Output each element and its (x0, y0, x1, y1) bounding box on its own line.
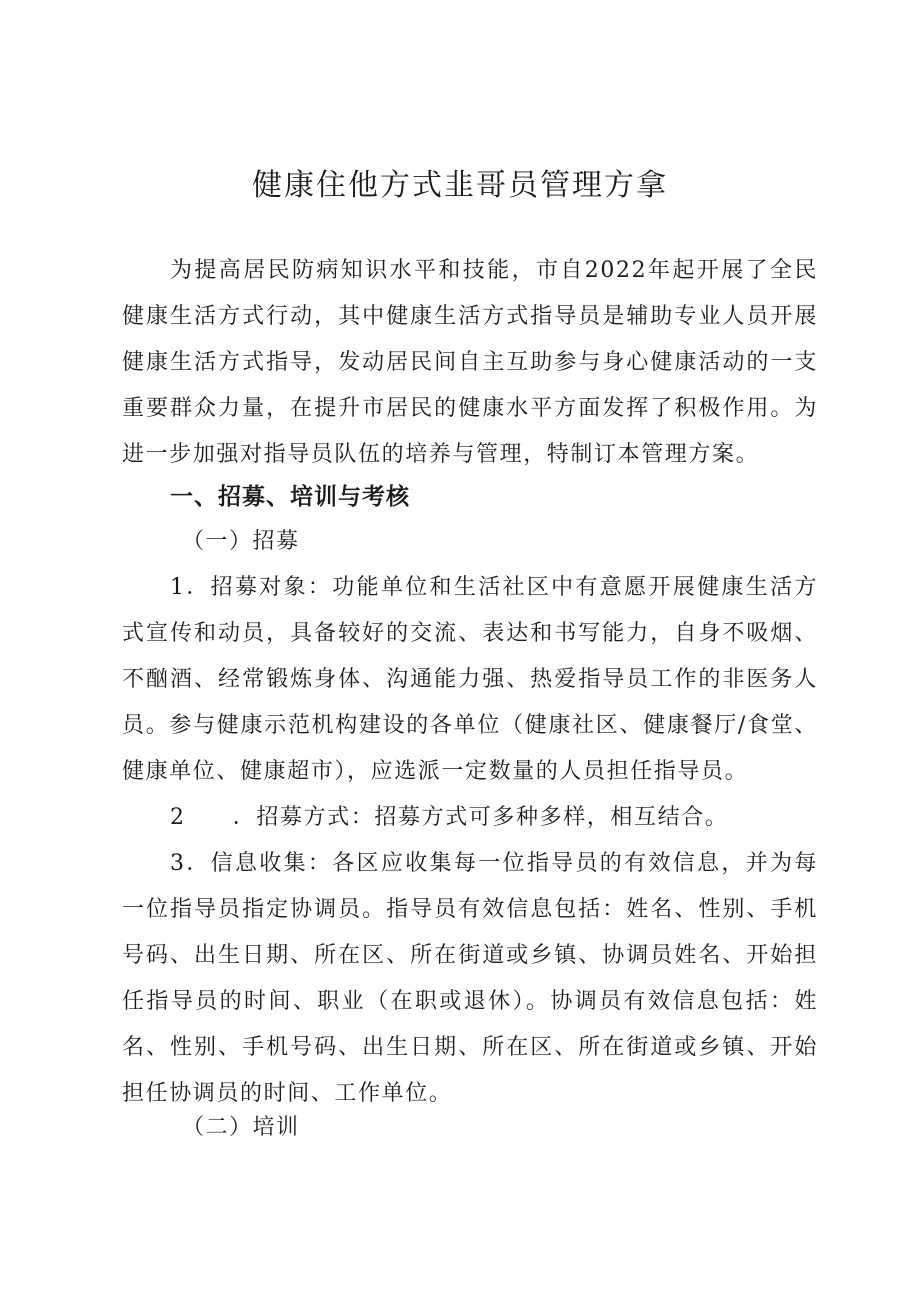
subheading-recruit: （一）招募 (182, 529, 300, 554)
intro-paragraph: 为提高居民防病知识水平和技能，市自2022年起开展了全民健康生活方式行动，其中健康生活方式指导员是辅助专业人员开展健康生活方式指导，发动居民间自主互助参与身心健康活动的一支重要群众力量，在提升市居民的健康水平方面发挥了积极作用。为进一步加强对指导员队伍的培养与管理，特制订本管理方案。 (122, 258, 818, 467)
document-title: 健康住他方式韭哥员管理方拿 (252, 168, 668, 203)
subheading-training: （二）培训 (182, 1115, 300, 1140)
recruit-target-paragraph: 1．招募对象：功能单位和生活社区中有意愿开展健康生活方式宣传和动员，具备较好的交流、表达和书写能力，自身不吸烟、不酗酒、经常锻炼身体、沟通能力强、热爱指导员工作的非医务人员。参与健康示范机构建设的各单位（健康社区、健康餐厅/食堂、健康单位、健康超市），应选派一定数量的人员担任指导员。 (122, 575, 818, 784)
recruit-method-paragraph: 2 ．招募方式：招募方式可多种多样，相互结合。 (170, 805, 729, 830)
info-collect-paragraph: 3．信息收集：各区应收集每一位指导员的有效信息，并为每一位指导员指定协调员。指导员有效信息包括：姓名、性别、手机号码、出生日期、所在区、所在街道或乡镇、协调员姓名、开始担任指导员的时间、职业（在职或退休）。协调员有效信息包括：姓名、性别、手机号码、出生日期、所在区、所在街道或乡镇、开始担任协调员的时间、工作单位。 (122, 851, 818, 1106)
section-heading-recruit-train-assess: 一、招募、培训与考核 (170, 484, 410, 510)
